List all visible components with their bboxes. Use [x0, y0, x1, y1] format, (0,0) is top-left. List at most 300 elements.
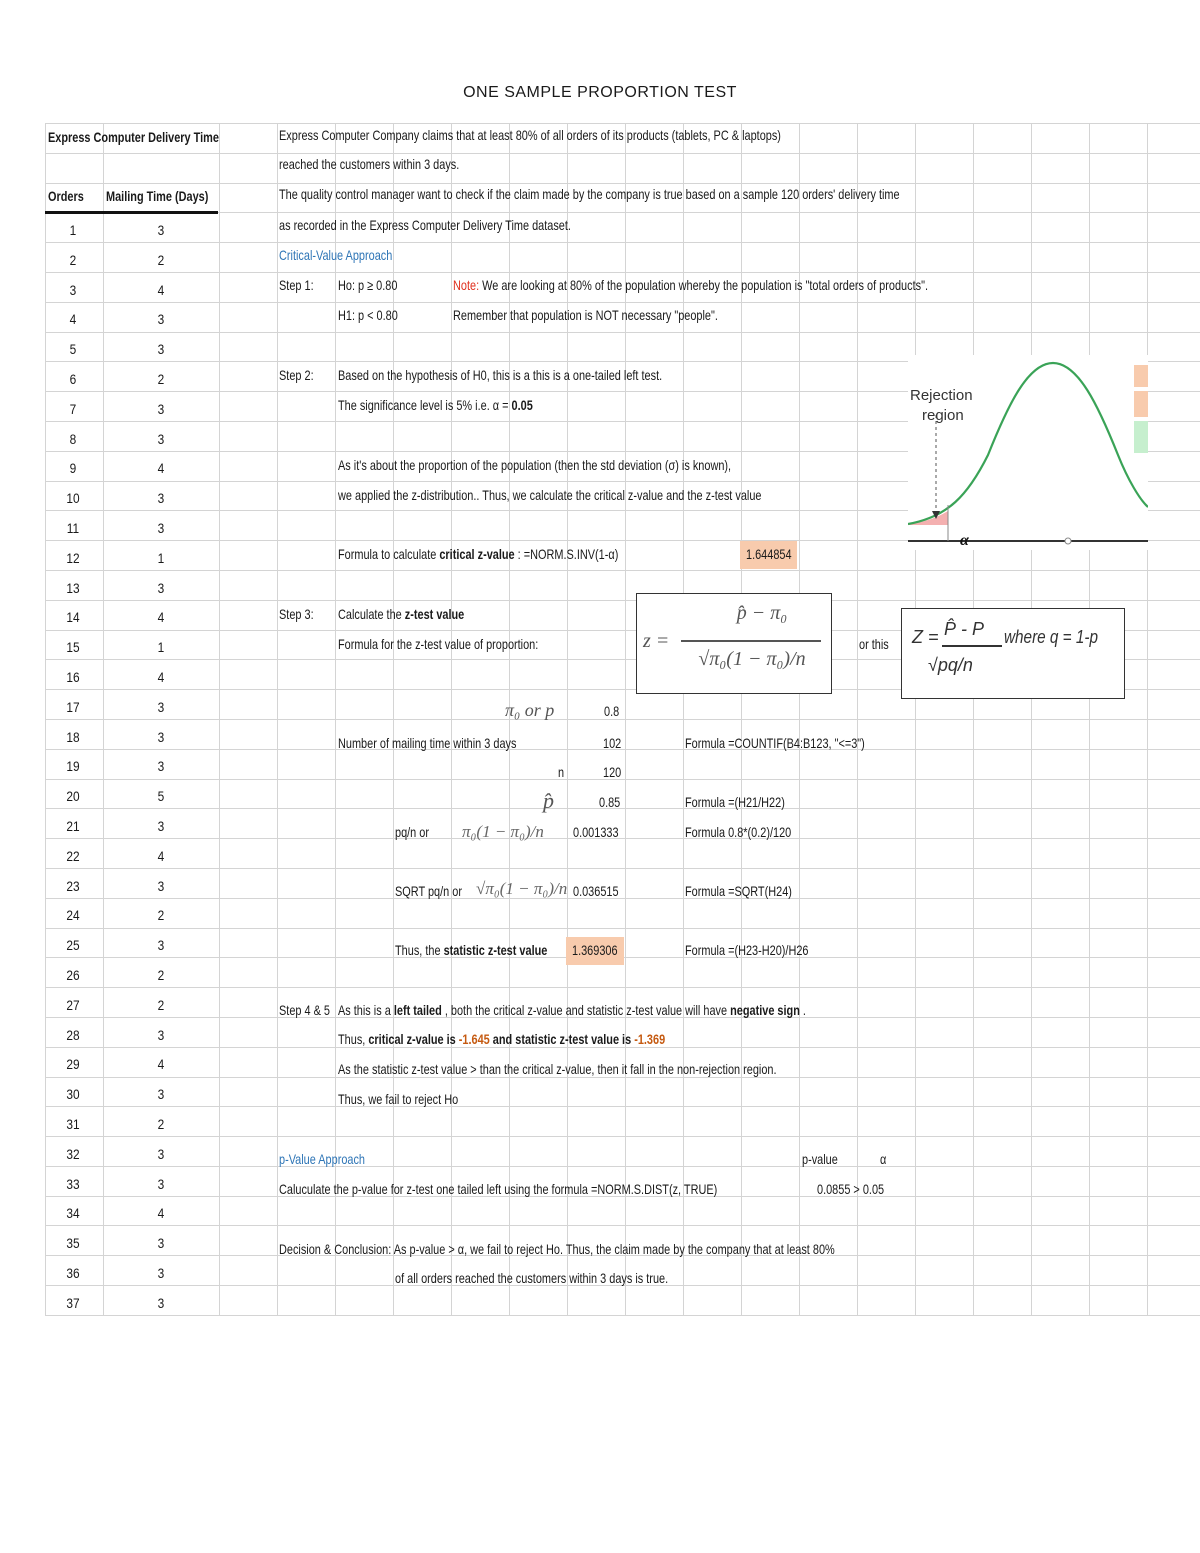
- mailing-time: 4: [157, 1205, 165, 1222]
- step1-h0: Ho: p ≥ 0.80: [338, 277, 398, 293]
- s45-2c: -1.645: [458, 1031, 490, 1047]
- grid-cell: [1032, 570, 1090, 600]
- grid-cell: [858, 749, 916, 779]
- grid-cell: [742, 1196, 800, 1226]
- mailing-time: 1: [157, 639, 165, 656]
- pqn-formula: Formula 0.8*(0.2)/120: [685, 824, 792, 840]
- grid-cell: [684, 421, 742, 451]
- grid-cell: [394, 749, 452, 779]
- grid-cell: [974, 213, 1032, 243]
- z-fraction-bar: [681, 640, 821, 642]
- grid-cell: [1032, 719, 1090, 749]
- mailing-time: 3: [157, 1145, 165, 1162]
- critical-value: 1.644854: [746, 546, 792, 562]
- grid-cell: [1148, 988, 1200, 1018]
- grid-cell: [742, 749, 800, 779]
- grid-cell: [1090, 1256, 1148, 1286]
- pvalue-header: p-value: [802, 1151, 838, 1167]
- grid-cell: [800, 153, 858, 183]
- grid-cell: [916, 1256, 974, 1286]
- grid-cell: [452, 1196, 510, 1226]
- grid-cell: [220, 988, 278, 1018]
- pqn-symbol: π₀(1 − π₀)/n: [462, 822, 544, 841]
- order-number: 13: [66, 579, 80, 596]
- grid-cell: [1148, 1017, 1200, 1047]
- grid-cell: [858, 1196, 916, 1226]
- grid-cell: [568, 1077, 626, 1107]
- grid-cell: [858, 1256, 916, 1286]
- grid-cell: [336, 749, 394, 779]
- grid-cell: [974, 839, 1032, 869]
- grid-cell: [278, 928, 336, 958]
- step2-line-3: As it's about the proportion of the population (then the std deviation (σ) is known),: [338, 457, 732, 473]
- grid-cell: [568, 332, 626, 362]
- grid-cell: [510, 421, 568, 451]
- grid-cell: [278, 302, 336, 332]
- grid-cell: [1032, 183, 1090, 213]
- grid-row: [46, 1196, 1200, 1226]
- note-text: We are looking at 80% of the population whereby the population is "total orders of products".: [479, 277, 928, 293]
- grid-cell: [1090, 1077, 1148, 1107]
- mailing-time: 3: [157, 1086, 165, 1103]
- grid-cell: [626, 541, 684, 571]
- pi-label: π₀ or p: [505, 700, 555, 720]
- grid-cell: [394, 839, 452, 869]
- grid-cell: [220, 511, 278, 541]
- order-number: 5: [69, 341, 77, 358]
- grid-cell: [1090, 958, 1148, 988]
- order-number: 17: [66, 698, 80, 715]
- grid-cell: [1148, 332, 1200, 362]
- grid-cell: [278, 630, 336, 660]
- grid-cell: [452, 153, 510, 183]
- grid-cell: [336, 660, 394, 690]
- order-number: 25: [66, 937, 80, 954]
- grid-cell: [1090, 928, 1148, 958]
- order-number: 28: [66, 1026, 80, 1043]
- grid-cell: [1090, 124, 1148, 154]
- grid-cell: [1090, 153, 1148, 183]
- grid-cell: [220, 660, 278, 690]
- count-value: 102: [603, 735, 622, 751]
- mailing-time: 3: [157, 579, 165, 596]
- grid-row: [46, 570, 1200, 600]
- alt-z-label: Z =: [912, 627, 939, 647]
- grid-row: [46, 243, 1200, 273]
- grid-cell: [858, 898, 916, 928]
- grid-cell: [626, 421, 684, 451]
- grid-cell: [220, 213, 278, 243]
- decision-line-2: of all orders reached the customers within 3 days is true.: [395, 1270, 669, 1286]
- rejection-label-1: Rejection: [910, 387, 973, 404]
- grid-row: [46, 719, 1200, 749]
- grid-cell: [568, 630, 626, 660]
- alt-numerator: P̂ - P: [944, 619, 985, 639]
- grid-cell: [1148, 183, 1200, 213]
- order-number: 9: [69, 460, 77, 477]
- grid-cell: [916, 779, 974, 809]
- stat-formula: Formula =(H23-H20)/H26: [685, 942, 809, 958]
- grid-cell: [220, 1166, 278, 1196]
- grid-cell: [278, 1017, 336, 1047]
- grid-cell: [220, 421, 278, 451]
- grid-cell: [626, 928, 684, 958]
- grid-cell: [916, 1226, 974, 1256]
- grid-cell: [1090, 1047, 1148, 1077]
- grid-cell: [1148, 898, 1200, 928]
- grid-cell: [1148, 124, 1200, 154]
- grid-cell: [858, 153, 916, 183]
- grid-cell: [1090, 1137, 1148, 1167]
- grid-cell: [974, 1196, 1032, 1226]
- mailing-time: 3: [157, 1026, 165, 1043]
- grid-cell: [510, 839, 568, 869]
- s45-e: .: [799, 1002, 806, 1018]
- grid-cell: [1148, 1256, 1200, 1286]
- grid-cell: [220, 302, 278, 332]
- order-number: 4: [69, 311, 77, 328]
- order-number: 21: [66, 818, 80, 834]
- mailing-time: 2: [157, 996, 165, 1013]
- grid-cell: [974, 302, 1032, 332]
- grid-cell: [278, 1286, 336, 1316]
- mailing-time: 3: [157, 430, 165, 447]
- grid-row: [46, 1077, 1200, 1107]
- order-number: 11: [66, 520, 80, 536]
- normal-curve-svg: [908, 355, 1148, 550]
- grid-cell: [800, 392, 858, 422]
- step3-label: Step 3:: [279, 606, 314, 622]
- decision-line-1: Decision & Conclusion: As p-value > α, we fail to reject Ho. Thus, the claim made by the company that at least 80%: [279, 1241, 835, 1257]
- step3-line-2: Formula for the z-test value of proportion:: [338, 636, 539, 652]
- grid-cell: [1090, 1196, 1148, 1226]
- s45-2b: critical z-value is: [368, 1031, 459, 1047]
- grid-row: [46, 749, 1200, 779]
- order-number: 30: [66, 1086, 80, 1103]
- grid-cell: [800, 451, 858, 481]
- grid-cell: [1148, 839, 1200, 869]
- grid-cell: [452, 1107, 510, 1137]
- grid-cell: [858, 1286, 916, 1316]
- grid-cell: [452, 779, 510, 809]
- grid-cell: [336, 690, 394, 720]
- grid-cell: [510, 1137, 568, 1167]
- grid-cell: [684, 511, 742, 541]
- phat-formula: Formula =(H21/H22): [685, 794, 785, 810]
- grid-cell: [394, 302, 452, 332]
- s45-c: , both the critical z-value and statistic z-test value will have: [441, 1002, 731, 1018]
- grid-cell: [626, 1286, 684, 1316]
- grid-cell: [278, 749, 336, 779]
- grid-cell: [684, 1256, 742, 1286]
- order-number: 16: [66, 669, 80, 685]
- order-number: 12: [66, 549, 80, 566]
- grid-cell: [336, 332, 394, 362]
- step45-label: Step 4 & 5: [279, 1002, 331, 1018]
- grid-cell: [800, 868, 858, 898]
- grid-row: [46, 868, 1200, 898]
- grid-cell: [626, 1196, 684, 1226]
- grid-cell: [858, 481, 916, 511]
- grid-cell: [510, 1077, 568, 1107]
- step2-label: Step 2:: [279, 367, 314, 383]
- grid-cell: [220, 243, 278, 273]
- grid-row: [46, 839, 1200, 869]
- z-formula-box: [636, 593, 832, 694]
- grid-cell: [916, 213, 974, 243]
- order-number: 20: [66, 788, 80, 805]
- header-underline: [45, 211, 218, 214]
- grid-cell: [220, 690, 278, 720]
- grid-cell: [1032, 302, 1090, 332]
- grid-cell: [510, 660, 568, 690]
- grid-cell: [1090, 1286, 1148, 1316]
- grid-cell: [1148, 809, 1200, 839]
- grid-cell: [220, 1107, 278, 1137]
- grid-cell: [916, 868, 974, 898]
- grid-cell: [800, 124, 858, 154]
- grid-cell: [858, 213, 916, 243]
- grid-cell: [684, 541, 742, 571]
- dataset-title: Express Computer Delivery Time: [48, 129, 219, 145]
- grid-cell: [394, 570, 452, 600]
- grid-cell: [394, 1196, 452, 1226]
- intro-line-3: The quality control manager want to check if the claim made by the company is true based on a sample 120 orders' delivery time: [279, 186, 900, 202]
- order-number: 10: [66, 490, 80, 507]
- grid-cell: [220, 868, 278, 898]
- grid-cell: [742, 421, 800, 451]
- grid-cell: [220, 451, 278, 481]
- grid-cell: [1148, 719, 1200, 749]
- grid-cell: [858, 868, 916, 898]
- grid-cell: [1032, 898, 1090, 928]
- grid-cell: [916, 1137, 974, 1167]
- grid-cell: [452, 332, 510, 362]
- step2-line-1: Based on the hypothesis of H0, this is a this is a one-tailed left test.: [338, 367, 663, 383]
- grid-cell: [336, 1286, 394, 1316]
- grid-cell: [974, 124, 1032, 154]
- grid-cell: [278, 1256, 336, 1286]
- grid-cell: [1148, 1166, 1200, 1196]
- grid-cell: [220, 392, 278, 422]
- grid-cell: [1148, 213, 1200, 243]
- grid-cell: [974, 570, 1032, 600]
- alt-where: where q = 1-p: [1004, 627, 1098, 647]
- grid-cell: [916, 1047, 974, 1077]
- grid-cell: [742, 1107, 800, 1137]
- grid-cell: [278, 868, 336, 898]
- grid-cell: [742, 332, 800, 362]
- grid-cell: [974, 1047, 1032, 1077]
- grid-cell: [858, 392, 916, 422]
- grid-cell: [858, 779, 916, 809]
- grid-cell: [742, 690, 800, 720]
- grid-cell: [742, 1077, 800, 1107]
- step1-h1: H1: p < 0.80: [338, 307, 398, 323]
- grid-row: [46, 1286, 1200, 1316]
- pvalue-comparison: 0.0855 > 0.05: [817, 1181, 885, 1197]
- grid-cell: [800, 243, 858, 273]
- order-number: 36: [66, 1265, 80, 1281]
- note-label: Note:: [453, 277, 480, 293]
- grid-cell: [800, 1047, 858, 1077]
- grid-cell: [800, 809, 858, 839]
- grid-cell: [1090, 749, 1148, 779]
- mailing-time: 3: [157, 758, 165, 775]
- grid-cell: [510, 243, 568, 273]
- n-label: n: [558, 764, 565, 780]
- order-number: 19: [66, 758, 80, 775]
- grid-cell: [742, 451, 800, 481]
- order-number: 2: [69, 251, 77, 268]
- grid-cell: [858, 451, 916, 481]
- grid-cell: [916, 124, 974, 154]
- grid-cell: [1090, 839, 1148, 869]
- mailing-time: 2: [157, 907, 165, 924]
- grid-cell: [336, 1196, 394, 1226]
- grid-cell: [626, 958, 684, 988]
- mailing-time: 4: [157, 281, 165, 298]
- grid-cell: [1032, 272, 1090, 302]
- grid-cell: [858, 719, 916, 749]
- grid-cell: [800, 481, 858, 511]
- order-number: 3: [69, 281, 77, 298]
- order-number: 23: [66, 877, 80, 894]
- grid-cell: [1148, 243, 1200, 273]
- s45-2e: -1.369: [634, 1031, 666, 1047]
- grid-cell: [1148, 153, 1200, 183]
- grid-cell: [510, 1196, 568, 1226]
- grid-cell: [510, 719, 568, 749]
- grid-cell: [1032, 868, 1090, 898]
- grid-cell: [1148, 1226, 1200, 1256]
- n-value: 120: [603, 764, 622, 780]
- order-number: 26: [66, 967, 80, 983]
- grid-cell: [1032, 243, 1090, 273]
- grid-cell: [452, 660, 510, 690]
- grid-cell: [974, 719, 1032, 749]
- grid-cell: [684, 213, 742, 243]
- grid-cell: [1090, 183, 1148, 213]
- order-number: 31: [66, 1116, 80, 1132]
- grid-cell: [1148, 868, 1200, 898]
- grid-cell: [1032, 213, 1090, 243]
- mailing-time: 1: [157, 549, 165, 566]
- grid-cell: [858, 243, 916, 273]
- intro-line-2: reached the customers within 3 days.: [279, 156, 460, 172]
- grid-cell: [800, 362, 858, 392]
- grid-cell: [684, 749, 742, 779]
- grid-cell: [800, 1107, 858, 1137]
- significance-text: The significance level is 5% i.e. α =: [338, 397, 512, 413]
- grid-cell: [510, 779, 568, 809]
- grid-cell: [220, 1226, 278, 1256]
- grid-cell: [626, 898, 684, 928]
- grid-row: [46, 898, 1200, 928]
- grid-cell: [568, 511, 626, 541]
- grid-cell: [858, 1137, 916, 1167]
- grid-cell: [394, 958, 452, 988]
- grid-cell: [336, 1256, 394, 1286]
- grid-cell: [626, 809, 684, 839]
- grid-cell: [220, 779, 278, 809]
- step1-label: Step 1:: [279, 277, 314, 293]
- grid-cell: [1090, 1017, 1148, 1047]
- grid-cell: [452, 1286, 510, 1316]
- grid-cell: [568, 1107, 626, 1137]
- grid-cell: [220, 600, 278, 630]
- order-number: 32: [66, 1145, 80, 1162]
- grid-cell: [742, 958, 800, 988]
- grid-cell: [916, 1077, 974, 1107]
- grid-cell: [684, 958, 742, 988]
- grid-cell: [916, 243, 974, 273]
- grid-cell: [336, 839, 394, 869]
- grid-cell: [394, 243, 452, 273]
- mailing-time: 2: [157, 251, 165, 268]
- grid-cell: [1148, 1107, 1200, 1137]
- grid-cell: [568, 660, 626, 690]
- grid-cell: [336, 809, 394, 839]
- grid-cell: [858, 570, 916, 600]
- grid-cell: [974, 749, 1032, 779]
- grid-cell: [916, 928, 974, 958]
- grid-cell: [278, 421, 336, 451]
- grid-cell: [1032, 1107, 1090, 1137]
- grid-cell: [626, 690, 684, 720]
- grid-cell: [278, 719, 336, 749]
- grid-cell: [394, 272, 452, 302]
- grid-cell: [974, 153, 1032, 183]
- pi-value: 0.8: [604, 703, 620, 719]
- grid-cell: [220, 541, 278, 571]
- grid-cell: [684, 332, 742, 362]
- grid-cell: [336, 779, 394, 809]
- order-number: 6: [69, 371, 77, 387]
- grid-cell: [974, 243, 1032, 273]
- grid-cell: [220, 719, 278, 749]
- grid-cell: [1032, 839, 1090, 869]
- grid-cell: [452, 690, 510, 720]
- grid-cell: [742, 213, 800, 243]
- grid-cell: [510, 1107, 568, 1137]
- order-number: 24: [66, 907, 80, 924]
- mailing-time: 2: [157, 371, 165, 387]
- grid-cell: [1032, 1166, 1090, 1196]
- grid-cell: [220, 1017, 278, 1047]
- grid-cell: [742, 1017, 800, 1047]
- alpha-value: 0.05: [511, 397, 533, 413]
- step45-line-4: Thus, we fail to reject Ho: [338, 1091, 459, 1107]
- grid-cell: [394, 421, 452, 451]
- grid-cell: [1148, 541, 1200, 571]
- order-number: 18: [66, 728, 80, 745]
- grid-cell: [220, 481, 278, 511]
- grid-cell: [278, 1107, 336, 1137]
- grid-cell: [1032, 1017, 1090, 1047]
- phat-value: 0.85: [599, 794, 621, 810]
- grid-cell: [220, 1077, 278, 1107]
- sqrt-label: SQRT pq/n or: [395, 883, 462, 899]
- grid-cell: [394, 511, 452, 541]
- grid-cell: [394, 660, 452, 690]
- intro-line-4: as recorded in the Express Computer Delivery Time dataset.: [279, 217, 571, 233]
- alpha-header: α: [880, 1151, 887, 1167]
- mailing-time: 3: [157, 1265, 165, 1281]
- formula-rest: : =NORM.S.INV(1-α): [514, 546, 619, 562]
- count-label: Number of mailing time within 3 days: [338, 735, 517, 751]
- step45-line-2: [338, 1031, 665, 1047]
